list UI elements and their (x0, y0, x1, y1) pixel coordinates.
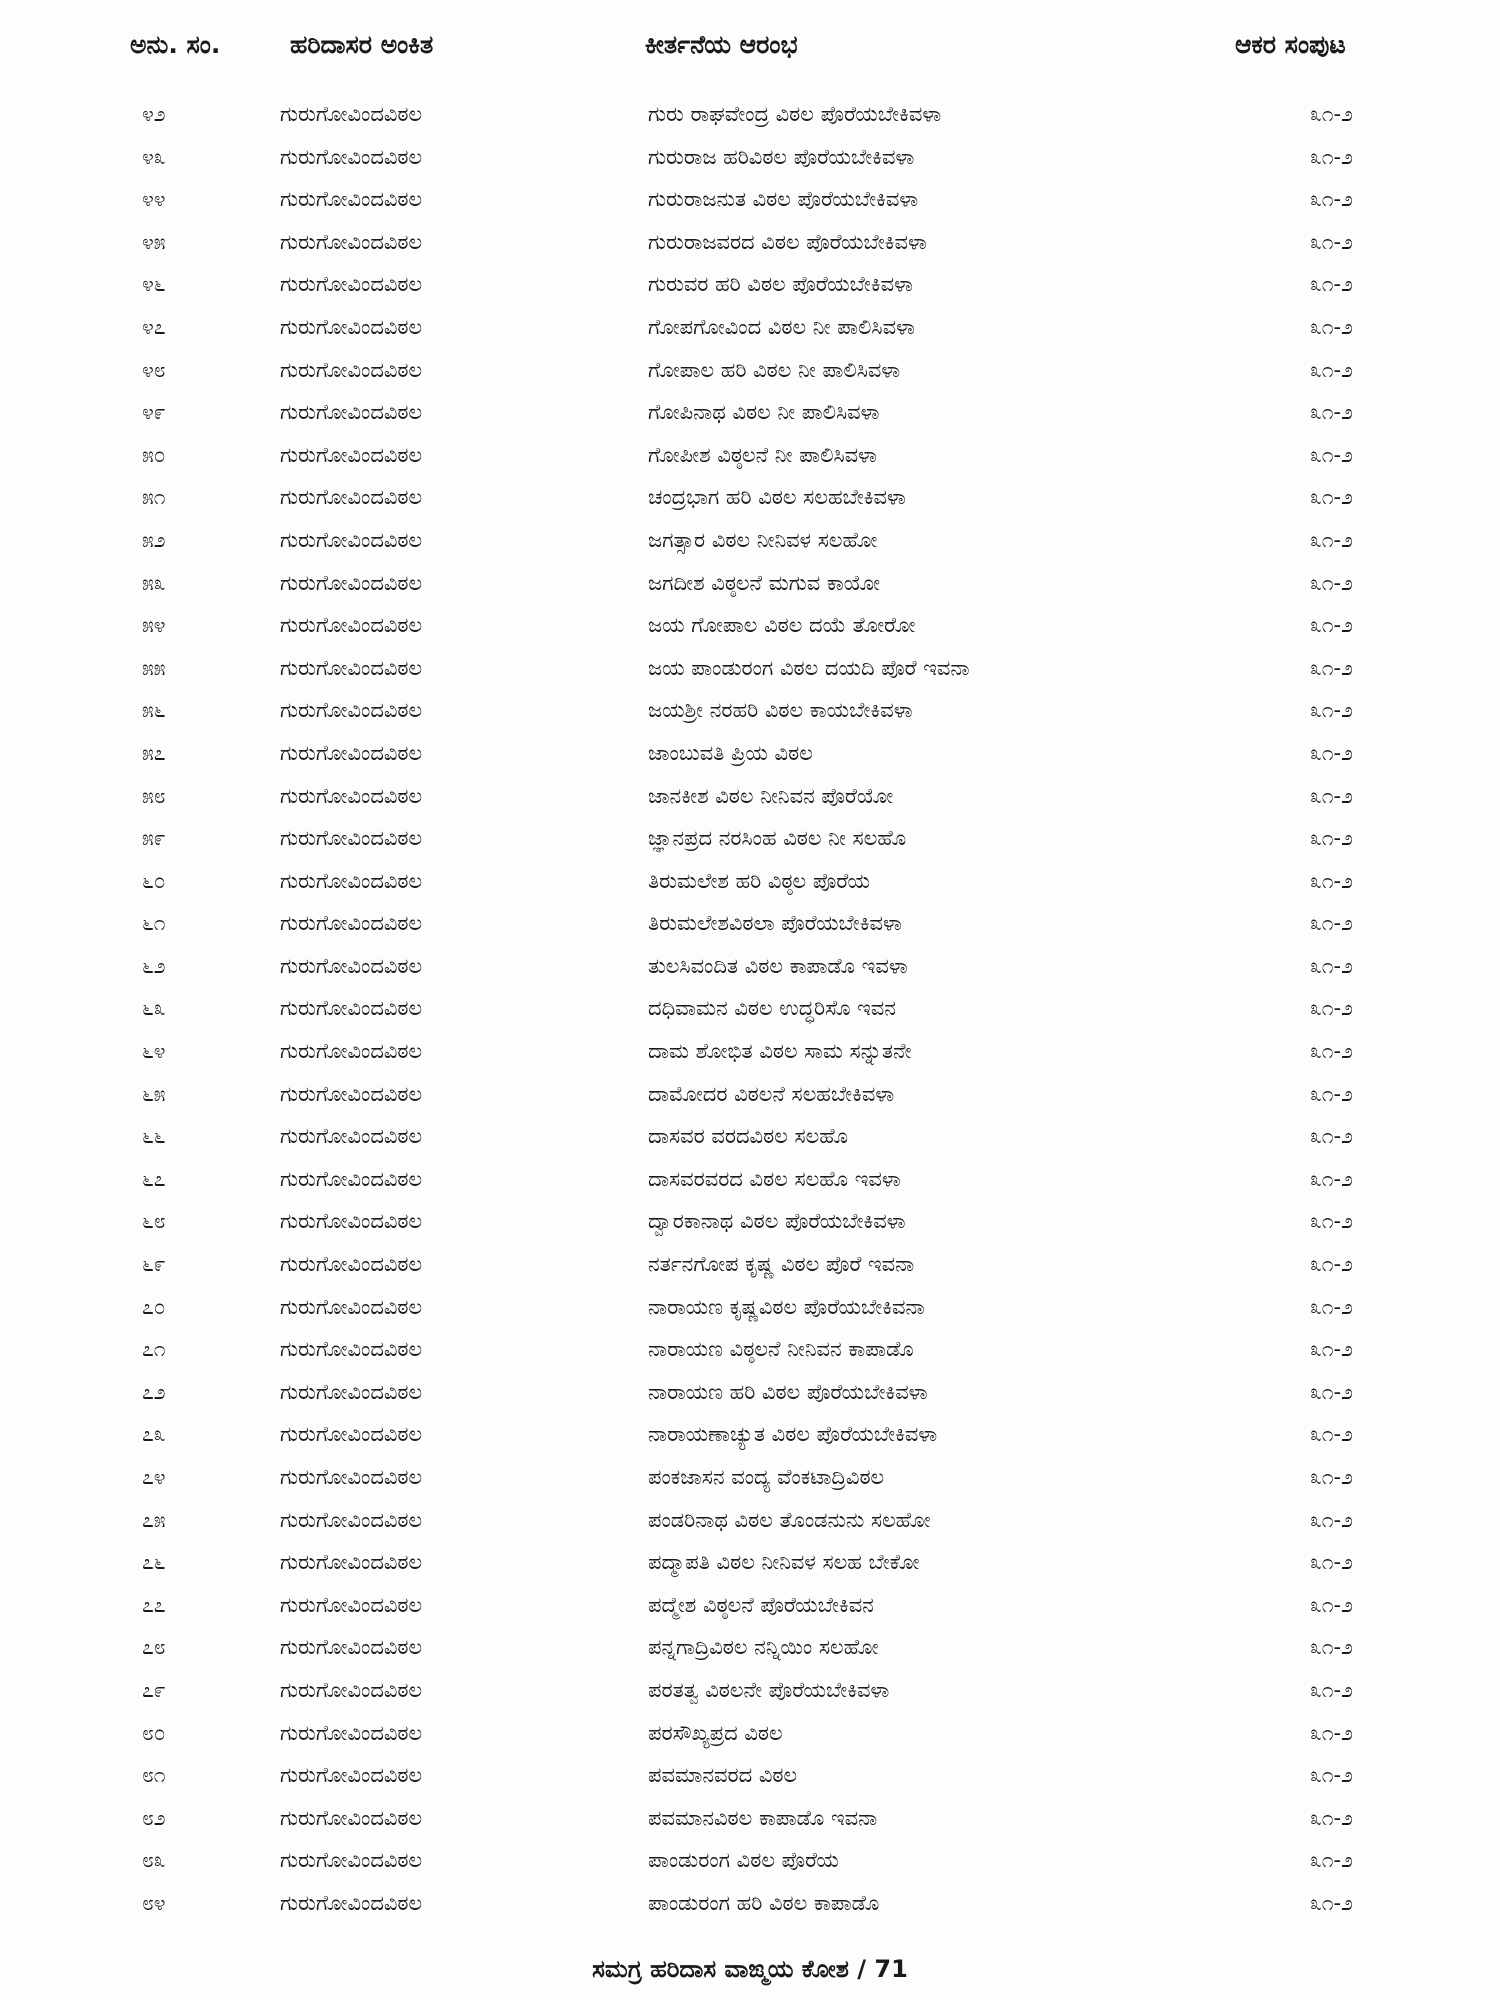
row-source-volume: ೩೧-೨ (1310, 442, 1353, 467)
row-kirtane-beginning: ಜಗತ್ಸಾರ ವಿಠಲ ನೀನಿವಳ ಸಲಹೋ (648, 527, 878, 552)
row-kirtane-beginning: ಗುರುರಾಜವರದ ವಿಠಲ ಪೊರೆಯಬೇಕಿವಳಾ (648, 229, 927, 254)
row-haridasa-ankita: ಗುರುಗೋವಿಂದವಿಠಲ (280, 527, 423, 552)
table-row (0, 481, 1500, 524)
table-row (0, 567, 1500, 610)
row-haridasa-ankita: ಗುರುಗೋವಿಂದವಿಠಲ (280, 314, 423, 339)
row-kirtane-beginning: ಗೋಪಾಲ ಹರಿ ವಿಠಲ ನೀ ಪಾಲಿಸಿವಳಾ (648, 357, 901, 382)
row-serial-number: ೭೬ (142, 1550, 166, 1575)
table-row (0, 609, 1500, 652)
row-source-volume: ೩೧-೨ (1310, 570, 1353, 595)
row-kirtane-beginning: ಪರಸೌಖ್ಯಪ್ರದ ವಿಠಲ (648, 1720, 783, 1745)
table-row (0, 1418, 1500, 1461)
row-haridasa-ankita: ಗುರುಗೋವಿಂದವಿಠಲ (280, 953, 423, 978)
row-serial-number: ೭೦ (142, 1294, 166, 1319)
table-row (0, 226, 1500, 269)
row-haridasa-ankita: ಗುರುಗೋವಿಂದವಿಠಲ (280, 1039, 423, 1064)
table-row (0, 1802, 1500, 1845)
row-kirtane-beginning: ನರ್ತನಗೋಪ ಕೃಷ್ಣ ವಿಠಲ ಪೊರೆ ಇವನಾ (648, 1252, 915, 1277)
row-serial-number: ೮೪ (142, 1890, 166, 1915)
row-source-volume: ೩೧-೨ (1310, 1465, 1353, 1489)
table-row (0, 652, 1500, 695)
row-kirtane-beginning: ಜಾನಕೀಶ ವಿಠಲ ನೀನಿವನ ಪೊರೆಯೋ (648, 783, 894, 808)
row-haridasa-ankita: ಗುರುಗೋವಿಂದವಿಠಲ (280, 1294, 423, 1319)
row-source-volume: ೩೧-೨ (1310, 187, 1353, 212)
row-haridasa-ankita: ಗುರುಗೋವಿಂದವಿಠಲ (280, 1677, 423, 1702)
row-haridasa-ankita: ಗುರುಗೋವಿಂದವಿಠಲ (280, 1465, 423, 1489)
header-haridasa-ankita: ಹರಿದಾಸರ ಅಂಕಿತ (290, 30, 434, 59)
row-kirtane-beginning: ಗುರು ರಾಘವೇಂದ್ರ ವಿಠಲ ಪೊರೆಯಬೇಕಿವಳಾ (648, 102, 942, 126)
row-source-volume: ೩೧-೨ (1310, 1081, 1353, 1106)
table-row (0, 524, 1500, 567)
row-haridasa-ankita: ಗುರುಗೋವಿಂದವಿಠಲ (280, 740, 423, 765)
row-haridasa-ankita: ಗುರುಗೋವಿಂದವಿಠಲ (280, 1166, 423, 1191)
table-row (0, 396, 1500, 439)
row-serial-number: ೭೯ (142, 1677, 166, 1702)
row-serial-number: ೭೨ (142, 1379, 166, 1404)
row-serial-number: ೬೩ (142, 996, 166, 1021)
row-serial-number: ೮೨ (142, 1805, 166, 1830)
row-haridasa-ankita: ಗುರುಗೋವಿಂದವಿಠಲ (280, 357, 423, 382)
row-serial-number: ೪೮ (142, 357, 166, 382)
row-serial-number: ೫೦ (142, 442, 166, 467)
row-source-volume: ೩೧-೨ (1310, 400, 1353, 425)
row-serial-number: ೬೦ (142, 868, 166, 893)
row-source-volume: ೩೧-೨ (1310, 272, 1353, 297)
row-haridasa-ankita: ಗುರುಗೋವಿಂದವಿಠಲ (280, 102, 423, 126)
row-kirtane-beginning: ಜಯ ಪಾಂಡುರಂಗ ವಿಠಲ ದಯದಿ ಪೊರೆ ಇವನಾ (648, 655, 970, 680)
row-source-volume: ೩೧-೨ (1310, 996, 1353, 1021)
row-source-volume: ೩೧-೨ (1310, 1039, 1353, 1064)
row-source-volume: ೩೧-೨ (1310, 1507, 1353, 1532)
row-source-volume: ೩೧-೨ (1310, 102, 1353, 126)
header-source-volume: ಆಕರ ಸಂಪುಟ (1235, 30, 1346, 59)
row-kirtane-beginning: ಚಂದ್ರಭಾಗ ಹರಿ ವಿಠಲ ಸಲಹಬೇಕಿವಳಾ (648, 485, 906, 510)
row-haridasa-ankita: ಗುರುಗೋವಿಂದವಿಠಲ (280, 229, 423, 254)
table-row (0, 439, 1500, 482)
row-haridasa-ankita: ಗುರುಗೋವಿಂದವಿಠಲ (280, 1507, 423, 1532)
row-haridasa-ankita: ಗುರುಗೋವಿಂದವಿಠಲ (280, 485, 423, 510)
row-serial-number: ೬೭ (142, 1166, 166, 1191)
row-haridasa-ankita: ಗುರುಗೋವಿಂದವಿಠಲ (280, 655, 423, 680)
row-kirtane-beginning: ಪಂಕಜಾಸನ ವಂದ್ಯ ವೆಂಕಟಾದ್ರಿವಿಠಲ (648, 1465, 885, 1489)
row-source-volume: ೩೧-೨ (1310, 1166, 1353, 1191)
row-source-volume: ೩೧-೨ (1310, 527, 1353, 552)
row-serial-number: ೭೮ (142, 1635, 166, 1660)
row-source-volume: ೩೧-೨ (1310, 1635, 1353, 1660)
row-haridasa-ankita: ಗುರುಗೋವಿಂದವಿಠಲ (280, 826, 423, 851)
row-haridasa-ankita: ಗುರುಗೋವಿಂದವಿಠಲ (280, 1720, 423, 1745)
row-haridasa-ankita: ಗುರುಗೋವಿಂದವಿಠಲ (280, 1848, 423, 1873)
row-serial-number: ೫೩ (142, 570, 166, 595)
row-haridasa-ankita: ಗುರುಗೋವಿಂದವಿಠಲ (280, 570, 423, 595)
row-kirtane-beginning: ದಾಮ ಶೋಭಿತ ವಿಠಲ ಸಾಮ ಸನ್ನುತನೇ (648, 1039, 912, 1064)
row-haridasa-ankita: ಗುರುಗೋವಿಂದವಿಠಲ (280, 1422, 423, 1447)
row-kirtane-beginning: ದಧಿವಾಮನ ವಿಠಲ ಉದ್ಧರಿಸೊ ಇವನ (648, 996, 896, 1021)
row-source-volume: ೩೧-೨ (1310, 1805, 1353, 1830)
row-serial-number: ೬೧ (142, 911, 166, 936)
table-row (0, 1546, 1500, 1589)
row-source-volume: ೩೧-೨ (1310, 357, 1353, 382)
table-row (0, 311, 1500, 354)
row-serial-number: ೭೩ (142, 1422, 166, 1447)
row-serial-number: ೪೫ (142, 229, 166, 254)
row-source-volume: ೩೧-೨ (1310, 613, 1353, 638)
row-source-volume: ೩೧-೨ (1310, 314, 1353, 339)
row-haridasa-ankita: ಗುರುಗೋವಿಂದವಿಠಲ (280, 996, 423, 1021)
row-source-volume: ೩೧-೨ (1310, 1677, 1353, 1702)
row-kirtane-beginning: ನಾರಾಯಣ ವಿಠ್ಠಲನೆ ನೀನಿವನ ಕಾಪಾಡೊ (648, 1337, 914, 1362)
row-source-volume: ೩೧-೨ (1310, 868, 1353, 893)
table-row (0, 1376, 1500, 1419)
row-haridasa-ankita: ಗುರುಗೋವಿಂದವಿಠಲ (280, 1337, 423, 1362)
row-haridasa-ankita: ಗುರುಗೋವಿಂದವಿಠಲ (280, 911, 423, 936)
table-row (0, 822, 1500, 865)
table-row (0, 950, 1500, 993)
row-kirtane-beginning: ಜಯ ಗೋಪಾಲ ವಿಠಲ ದಯೆ ತೋರೋ (648, 613, 916, 638)
row-haridasa-ankita: ಗುರುಗೋವಿಂದವಿಠಲ (280, 1550, 423, 1575)
row-haridasa-ankita: ಗುರುಗೋವಿಂದವಿಠಲ (280, 698, 423, 723)
row-kirtane-beginning: ಗುರುರಾಜ ಹರಿವಿಠಲ ಪೊರೆಯಬೇಕಿವಳಾ (648, 144, 915, 169)
table-header (0, 30, 1500, 70)
row-serial-number: ೫೭ (142, 740, 166, 765)
row-kirtane-beginning: ತಿರುಮಲೇಶವಿಠಲಾ ಪೊರೆಯಬೇಕಿವಳಾ (648, 911, 902, 936)
row-serial-number: ೪೨ (142, 102, 166, 126)
row-haridasa-ankita: ಗುರುಗೋವಿಂದವಿಠಲ (280, 1890, 423, 1915)
table-row (0, 1674, 1500, 1717)
table-row (0, 141, 1500, 184)
row-source-volume: ೩೧-೨ (1310, 1720, 1353, 1745)
row-kirtane-beginning: ತಿರುಮಲೇಶ ಹರಿ ವಿಠ್ಠಲ ಪೊರೆಯ (648, 868, 871, 893)
row-source-volume: ೩೧-೨ (1310, 1890, 1353, 1915)
table-row (0, 992, 1500, 1035)
row-haridasa-ankita: ಗುರುಗೋವಿಂದವಿಠಲ (280, 1252, 423, 1277)
row-kirtane-beginning: ಗುರುರಾಜನುತ ವಿಠಲ ಪೊರೆಯಬೇಕಿವಳಾ (648, 187, 919, 212)
row-haridasa-ankita: ಗುರುಗೋವಿಂದವಿಠಲ (280, 400, 423, 425)
table-row (0, 1631, 1500, 1674)
row-haridasa-ankita: ಗುರುಗೋವಿಂದವಿಠಲ (280, 783, 423, 808)
row-serial-number: ೪೩ (142, 144, 166, 169)
table-row (0, 354, 1500, 397)
row-serial-number: ೭೫ (142, 1507, 166, 1532)
row-kirtane-beginning: ನಾರಾಯಣ ಹರಿ ವಿಠಲ ಪೊರೆಯಬೇಕಿವಳಾ (648, 1379, 928, 1404)
table-row (0, 1291, 1500, 1334)
table-row (0, 1589, 1500, 1632)
table-row (0, 1248, 1500, 1291)
row-source-volume: ೩೧-೨ (1310, 655, 1353, 680)
row-source-volume: ೩೧-೨ (1310, 1763, 1353, 1788)
row-kirtane-beginning: ಪವಮಾನವಿಠಲ ಕಾಪಾಡೊ ಇವನಾ (648, 1805, 878, 1830)
row-haridasa-ankita: ಗುರುಗೋವಿಂದವಿಠಲ (280, 1209, 423, 1234)
table-row (0, 268, 1500, 311)
row-kirtane-beginning: ದಾಸವರ ವರದವಿಠಲ ಸಲಹೊ (648, 1124, 849, 1149)
row-serial-number: ೮೩ (142, 1848, 166, 1873)
row-kirtane-beginning: ಪರತತ್ವ ವಿಠಲನೇ ಪೊರೆಯಬೇಕಿವಳಾ (648, 1677, 890, 1702)
row-haridasa-ankita: ಗುರುಗೋವಿಂದವಿಠಲ (280, 868, 423, 893)
row-kirtane-beginning: ಜಗದೀಶ ವಿಠ್ಠಲನೆ ಮಗುವ ಕಾಯೋ (648, 570, 881, 595)
row-serial-number: ೬೫ (142, 1081, 166, 1106)
row-source-volume: ೩೧-೨ (1310, 1337, 1353, 1362)
row-source-volume: ೩೧-೨ (1310, 1252, 1353, 1277)
table-row (0, 98, 1500, 141)
row-serial-number: ೪೪ (142, 187, 166, 212)
row-kirtane-beginning: ಜಯಶ್ರೀ ನರಹರಿ ವಿಠಲ ಕಾಯಬೇಕಿವಳಾ (648, 698, 913, 723)
row-serial-number: ೫೫ (142, 655, 166, 680)
row-source-volume: ೩೧-೨ (1310, 485, 1353, 510)
row-serial-number: ೭೧ (142, 1337, 166, 1362)
header-kirtane-beginning: ಕೀರ್ತನೆಯ ಆರಂಭ (645, 30, 798, 59)
row-source-volume: ೩೧-೨ (1310, 1422, 1353, 1447)
row-serial-number: ೫೬ (142, 698, 166, 723)
row-serial-number: ೫೯ (142, 826, 166, 851)
row-kirtane-beginning: ಜಾಂಬುವತಿ ಪ್ರಿಯ ವಿಠಲ (648, 740, 813, 765)
table-row (0, 1035, 1500, 1078)
row-serial-number: ೫೨ (142, 527, 166, 552)
row-source-volume: ೩೧-೨ (1310, 1124, 1353, 1149)
row-serial-number: ೭೭ (142, 1592, 166, 1617)
table-row (0, 1078, 1500, 1121)
row-serial-number: ೬೪ (142, 1039, 166, 1064)
row-serial-number: ೬೨ (142, 953, 166, 978)
row-kirtane-beginning: ಪದ್ಮೇಶ ವಿಠ್ಠಲನೆ ಪೊರೆಯಬೇಕಿವನ (648, 1592, 874, 1617)
row-source-volume: ೩೧-೨ (1310, 1550, 1353, 1575)
row-haridasa-ankita: ಗುರುಗೋವಿಂದವಿಠಲ (280, 1081, 423, 1106)
table-row (0, 1120, 1500, 1163)
row-kirtane-beginning: ಪದ್ಮಾಪತಿ ವಿಠಲ ನೀನಿವಳ ಸಲಹ ಬೇಕೋ (648, 1550, 920, 1575)
header-serial-number: ಅನು. ಸಂ. (130, 30, 221, 59)
table-row (0, 1887, 1500, 1930)
row-source-volume: ೩೧-೨ (1310, 698, 1353, 723)
row-kirtane-beginning: ನಾರಾಯಣ ಕೃಷ್ಣವಿಠಲ ಪೊರೆಯಬೇಕಿವನಾ (648, 1294, 925, 1319)
table-row (0, 737, 1500, 780)
row-source-volume: ೩೧-೨ (1310, 826, 1353, 851)
row-kirtane-beginning: ಗೋಪಿನಾಥ ವಿಠಲ ನೀ ಪಾಲಿಸಿವಳಾ (648, 400, 880, 425)
row-serial-number: ೬೯ (142, 1252, 166, 1277)
row-haridasa-ankita: ಗುರುಗೋವಿಂದವಿಠಲ (280, 187, 423, 212)
row-haridasa-ankita: ಗುರುಗೋವಿಂದವಿಠಲ (280, 272, 423, 297)
row-kirtane-beginning: ಗುರುವರ ಹರಿ ವಿಠಲ ಪೊರೆಯಬೇಕಿವಳಾ (648, 272, 913, 297)
row-kirtane-beginning: ಪಾಂಡುರಂಗ ವಿಠಲ ಪೊರೆಯ (648, 1848, 839, 1873)
table-row (0, 780, 1500, 823)
row-serial-number: ೫೮ (142, 783, 166, 808)
row-source-volume: ೩೧-೨ (1310, 229, 1353, 254)
row-source-volume: ೩೧-೨ (1310, 1294, 1353, 1319)
row-kirtane-beginning: ಗೋಪೀಶ ವಿಠ್ಠಲನೆ ನೀ ಪಾಲಿಸಿವಳಾ (648, 442, 877, 467)
row-haridasa-ankita: ಗುರುಗೋವಿಂದವಿಠಲ (280, 144, 423, 169)
row-source-volume: ೩೧-೨ (1310, 1209, 1353, 1234)
row-kirtane-beginning: ದಾಮೋದರ ವಿಠಲನೆ ಸಲಹಬೇಕಿವಳಾ (648, 1081, 895, 1106)
row-kirtane-beginning: ದಾಸವರವರದ ವಿಠಲ ಸಲಹೊ ಇವಳಾ (648, 1166, 901, 1191)
table-row (0, 1504, 1500, 1547)
table-row (0, 1461, 1500, 1504)
row-kirtane-beginning: ಗೋಪಗೋವಿಂದ ವಿಠಲ ನೀ ಪಾಲಿಸಿವಳಾ (648, 314, 915, 339)
table-row (0, 1333, 1500, 1376)
table-body (0, 98, 1500, 1930)
row-kirtane-beginning: ಜ್ಞಾನಪ್ರದ ನರಸಿಂಹ ವಿಠಲ ನೀ ಸಲಹೊ (648, 826, 907, 851)
table-row (0, 1205, 1500, 1248)
row-serial-number: ೪೬ (142, 272, 166, 297)
row-source-volume: ೩೧-೨ (1310, 1848, 1353, 1873)
row-serial-number: ೫೧ (142, 485, 166, 510)
row-serial-number: ೮೦ (142, 1720, 166, 1745)
row-haridasa-ankita: ಗುರುಗೋವಿಂದವಿಠಲ (280, 1379, 423, 1404)
row-serial-number: ೬೬ (142, 1124, 166, 1149)
row-haridasa-ankita: ಗುರುಗೋವಿಂದವಿಠಲ (280, 1763, 423, 1788)
row-haridasa-ankita: ಗುರುಗೋವಿಂದವಿಠಲ (280, 1635, 423, 1660)
row-source-volume: ೩೧-೨ (1310, 1592, 1353, 1617)
table-row (0, 1717, 1500, 1760)
row-serial-number: ೭೪ (142, 1465, 166, 1489)
row-source-volume: ೩೧-೨ (1310, 783, 1353, 808)
table-row (0, 1759, 1500, 1802)
row-serial-number: ೪೯ (142, 400, 166, 425)
row-kirtane-beginning: ನಾರಾಯಣಾಚ್ಯುತ ವಿಠಲ ಪೊರೆಯಬೇಕಿವಳಾ (648, 1422, 938, 1447)
table-row (0, 1163, 1500, 1206)
row-source-volume: ೩೧-೨ (1310, 740, 1353, 765)
row-haridasa-ankita: ಗುರುಗೋವಿಂದವಿಠಲ (280, 1124, 423, 1149)
table-row (0, 183, 1500, 226)
row-source-volume: ೩೧-೨ (1310, 144, 1353, 169)
row-haridasa-ankita: ಗುರುಗೋವಿಂದವಿಠಲ (280, 442, 423, 467)
row-kirtane-beginning: ಪನ್ನಗಾದ್ರಿವಿಠಲ ನನ್ನಿಯಿಂ ಸಲಹೋ (648, 1635, 879, 1660)
row-haridasa-ankita: ಗುರುಗೋವಿಂದವಿಠಲ (280, 1592, 423, 1617)
row-source-volume: ೩೧-೨ (1310, 953, 1353, 978)
table-row (0, 694, 1500, 737)
row-kirtane-beginning: ಪಂಡರಿನಾಥ ವಿಠಲ ತೊಂಡನುನು ಸಲಹೋ (648, 1507, 931, 1532)
row-kirtane-beginning: ಪಾಂಡುರಂಗ ಹರಿ ವಿಠಲ ಕಾಪಾಡೊ (648, 1890, 880, 1915)
row-kirtane-beginning: ದ್ವಾರಕಾನಾಥ ವಿಠಲ ಪೊರೆಯಬೇಕಿವಳಾ (648, 1209, 906, 1234)
row-source-volume: ೩೧-೨ (1310, 911, 1353, 936)
row-serial-number: ೪೭ (142, 314, 166, 339)
table-row (0, 1844, 1500, 1887)
row-kirtane-beginning: ತುಲಸಿವಂದಿತ ವಿಠಲ ಕಾಪಾಡೊ ಇವಳಾ (648, 953, 908, 978)
table-row (0, 907, 1500, 950)
row-haridasa-ankita: ಗುರುಗೋವಿಂದವಿಠಲ (280, 613, 423, 638)
row-source-volume: ೩೧-೨ (1310, 1379, 1353, 1404)
row-kirtane-beginning: ಪವಮಾನವರದ ವಿಠಲ (648, 1763, 798, 1788)
row-serial-number: ೬೮ (142, 1209, 166, 1234)
page-footer: ಸಮಗ್ರ ಹರಿದಾಸ ವಾಙ್ಮಯ ಕೋಶ / 71 (592, 1955, 908, 1983)
row-haridasa-ankita: ಗುರುಗೋವಿಂದವಿಠಲ (280, 1805, 423, 1830)
row-serial-number: ೮೧ (142, 1763, 166, 1788)
table-row (0, 865, 1500, 908)
row-serial-number: ೫೪ (142, 613, 166, 638)
